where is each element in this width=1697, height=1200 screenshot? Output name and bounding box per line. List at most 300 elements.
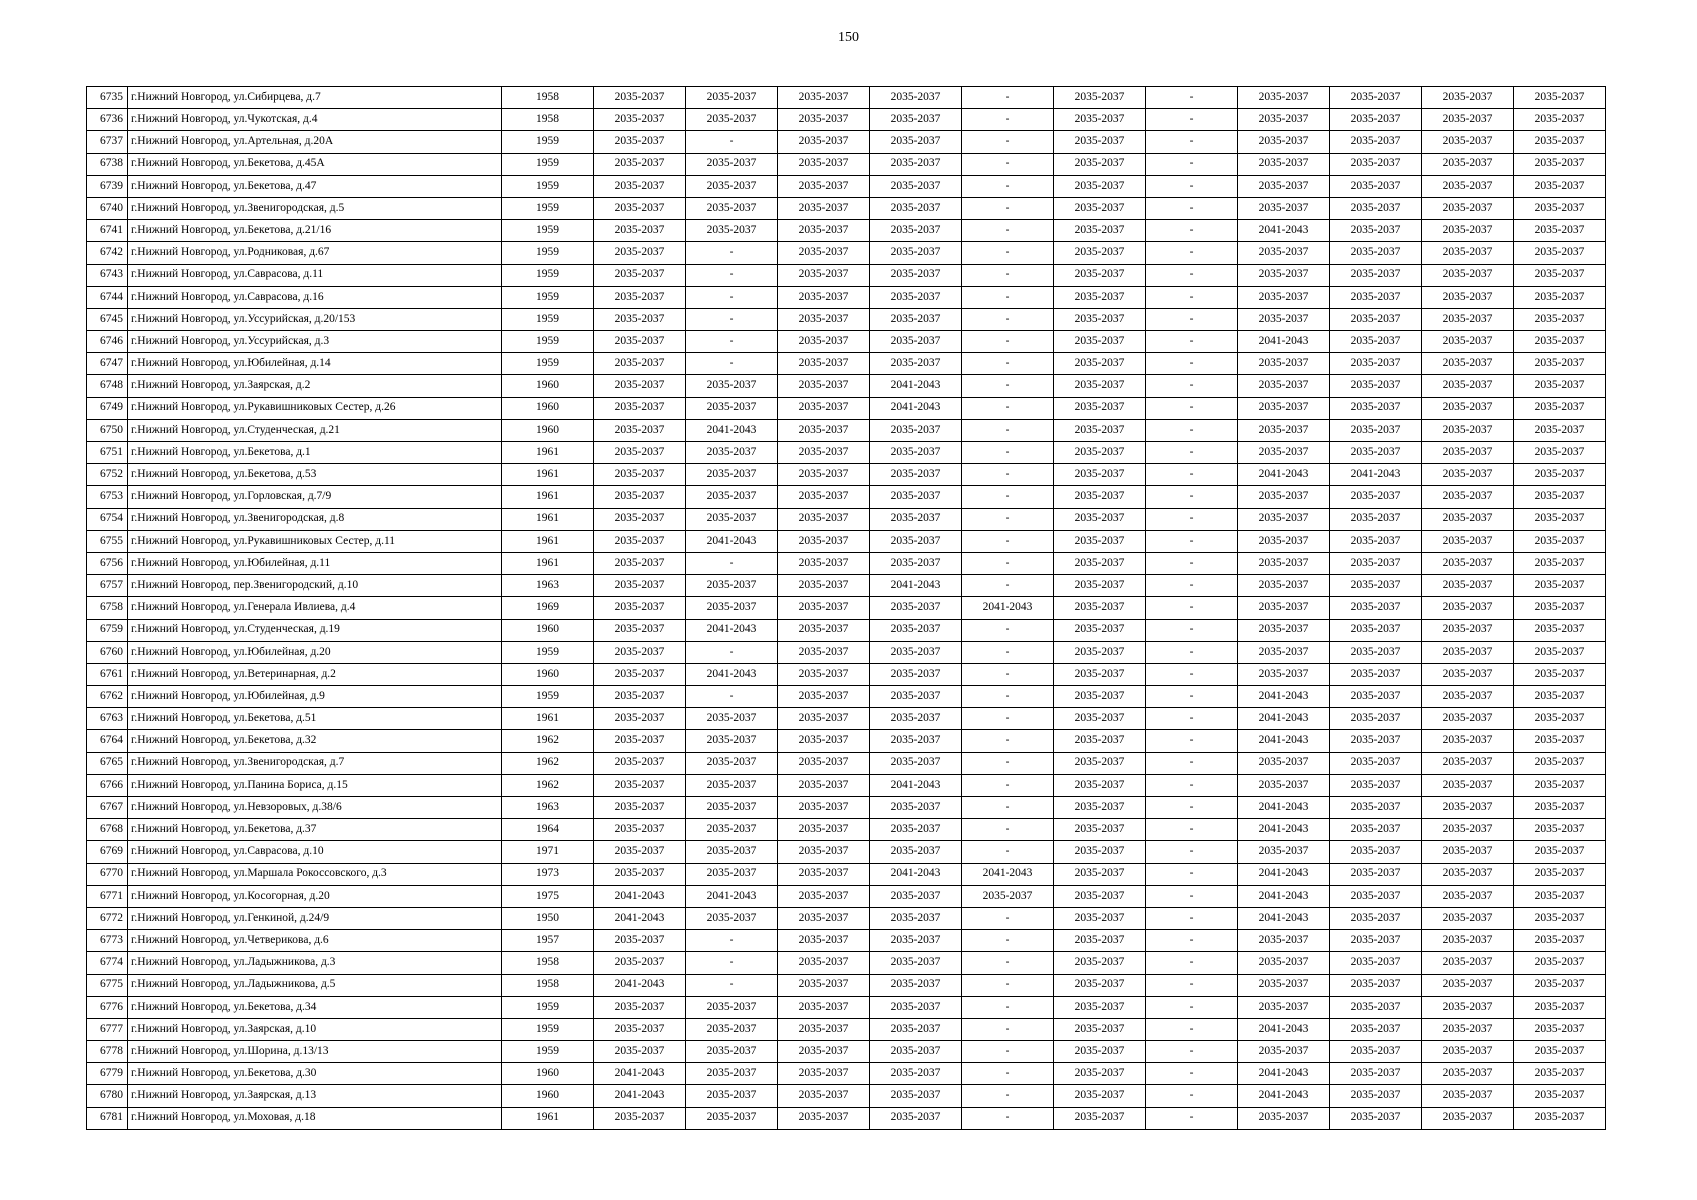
cell-period: 2035-2037	[1514, 952, 1606, 974]
cell-period: 2035-2037	[1330, 752, 1422, 774]
cell-year: 1958	[502, 952, 594, 974]
cell-period: -	[962, 286, 1054, 308]
cell-period: 2035-2037	[778, 530, 870, 552]
cell-period: 2035-2037	[1330, 974, 1422, 996]
cell-address: г.Нижний Новгород, ул.Звенигородская, д.8	[128, 508, 502, 530]
cell-period: -	[1146, 242, 1238, 264]
cell-period: -	[1146, 819, 1238, 841]
cell-period: -	[962, 552, 1054, 574]
cell-period: 2035-2037	[1514, 552, 1606, 574]
cell-row-number: 6771	[87, 885, 128, 907]
cell-period: 2035-2037	[1422, 220, 1514, 242]
cell-period: 2035-2037	[870, 87, 962, 109]
cell-row-number: 6745	[87, 308, 128, 330]
cell-period: 2035-2037	[1238, 508, 1330, 530]
cell-period: 2035-2037	[1422, 419, 1514, 441]
cell-row-number: 6768	[87, 819, 128, 841]
cell-year: 1964	[502, 819, 594, 841]
table-row	[87, 708, 1606, 730]
cell-period: 2035-2037	[1422, 752, 1514, 774]
table-row	[87, 597, 1606, 619]
cell-period: 2035-2037	[1238, 286, 1330, 308]
cell-period: 2035-2037	[1330, 1018, 1422, 1040]
cell-period: 2035-2037	[1238, 131, 1330, 153]
cell-address: г.Нижний Новгород, пер.Звенигородский, д.10	[128, 575, 502, 597]
cell-period: 2035-2037	[1054, 419, 1146, 441]
cell-period: -	[962, 87, 1054, 109]
cell-period: 2035-2037	[870, 175, 962, 197]
cell-period: -	[1146, 486, 1238, 508]
table-row	[87, 1018, 1606, 1040]
cell-period: 2035-2037	[1330, 597, 1422, 619]
cell-period: 2035-2037	[1514, 686, 1606, 708]
cell-period: 2035-2037	[1422, 353, 1514, 375]
cell-period: 2035-2037	[1330, 308, 1422, 330]
cell-period: 2035-2037	[1054, 175, 1146, 197]
cell-period: 2035-2037	[1514, 331, 1606, 353]
cell-period: 2035-2037	[1422, 442, 1514, 464]
cell-period: 2035-2037	[1054, 153, 1146, 175]
cell-period: -	[1146, 885, 1238, 907]
cell-period: 2035-2037	[870, 907, 962, 929]
cell-period: 2035-2037	[686, 597, 778, 619]
cell-period: 2035-2037	[1514, 286, 1606, 308]
cell-period: 2035-2037	[1054, 575, 1146, 597]
cell-period: 2035-2037	[594, 597, 686, 619]
cell-period: -	[1146, 175, 1238, 197]
cell-period: -	[686, 131, 778, 153]
cell-period: 2035-2037	[778, 996, 870, 1018]
cell-period: 2035-2037	[594, 508, 686, 530]
cell-period: 2035-2037	[1330, 863, 1422, 885]
cell-row-number: 6766	[87, 774, 128, 796]
cell-row-number: 6757	[87, 575, 128, 597]
cell-period: 2035-2037	[870, 663, 962, 685]
cell-period: -	[962, 1063, 1054, 1085]
cell-row-number: 6773	[87, 930, 128, 952]
cell-row-number: 6778	[87, 1041, 128, 1063]
cell-period: 2035-2037	[1514, 1107, 1606, 1129]
cell-period: 2035-2037	[1054, 885, 1146, 907]
cell-address: г.Нижний Новгород, ул.Студенческая, д.19	[128, 619, 502, 641]
cell-period: 2035-2037	[1054, 952, 1146, 974]
cell-period: 2035-2037	[1330, 708, 1422, 730]
cell-row-number: 6739	[87, 175, 128, 197]
cell-row-number: 6776	[87, 996, 128, 1018]
cell-period: 2035-2037	[778, 974, 870, 996]
cell-period: 2035-2037	[1238, 552, 1330, 574]
cell-period: 2035-2037	[778, 242, 870, 264]
cell-period: -	[962, 220, 1054, 242]
cell-period: 2035-2037	[1514, 597, 1606, 619]
cell-period: 2035-2037	[594, 153, 686, 175]
cell-period: 2035-2037	[1054, 242, 1146, 264]
cell-period: 2035-2037	[594, 1041, 686, 1063]
cell-period: 2035-2037	[1238, 109, 1330, 131]
cell-row-number: 6750	[87, 419, 128, 441]
cell-period: 2041-2043	[870, 397, 962, 419]
cell-period: -	[962, 619, 1054, 641]
cell-period: 2035-2037	[1514, 996, 1606, 1018]
cell-period: 2035-2037	[778, 708, 870, 730]
cell-period: 2035-2037	[1238, 308, 1330, 330]
cell-period: 2035-2037	[1054, 641, 1146, 663]
cell-period: 2035-2037	[1514, 508, 1606, 530]
cell-year: 1960	[502, 375, 594, 397]
cell-period: 2035-2037	[594, 175, 686, 197]
cell-period: 2035-2037	[778, 1018, 870, 1040]
cell-period: 2035-2037	[686, 1063, 778, 1085]
cell-period: -	[962, 907, 1054, 929]
cell-period: 2035-2037	[686, 907, 778, 929]
cell-period: 2035-2037	[1330, 1085, 1422, 1107]
cell-period: 2035-2037	[1054, 1041, 1146, 1063]
cell-period: 2035-2037	[1238, 353, 1330, 375]
cell-period: 2035-2037	[1514, 907, 1606, 929]
cell-period: 2035-2037	[1422, 708, 1514, 730]
cell-period: 2035-2037	[870, 619, 962, 641]
cell-period: -	[962, 730, 1054, 752]
cell-period: 2041-2043	[594, 885, 686, 907]
cell-period: 2035-2037	[1422, 87, 1514, 109]
cell-period: -	[686, 308, 778, 330]
cell-period: 2035-2037	[594, 87, 686, 109]
cell-period: 2035-2037	[1422, 1041, 1514, 1063]
cell-period: 2035-2037	[1238, 575, 1330, 597]
table-row	[87, 131, 1606, 153]
table-row	[87, 952, 1606, 974]
cell-period: 2035-2037	[1054, 597, 1146, 619]
cell-period: 2035-2037	[1330, 819, 1422, 841]
cell-period: 2035-2037	[870, 930, 962, 952]
cell-period: 2035-2037	[1514, 1063, 1606, 1085]
cell-address: г.Нижний Новгород, ул.Юбилейная, д.11	[128, 552, 502, 574]
cell-period: 2035-2037	[686, 397, 778, 419]
cell-period: 2035-2037	[1514, 242, 1606, 264]
cell-period: 2035-2037	[870, 220, 962, 242]
cell-period: 2041-2043	[686, 619, 778, 641]
cell-period: 2035-2037	[778, 686, 870, 708]
cell-period: 2035-2037	[778, 1041, 870, 1063]
cell-address: г.Нижний Новгород, ул.Панина Бориса, д.15	[128, 774, 502, 796]
cell-row-number: 6781	[87, 1107, 128, 1129]
cell-period: 2035-2037	[1238, 175, 1330, 197]
cell-period: 2035-2037	[1330, 87, 1422, 109]
cell-year: 1959	[502, 197, 594, 219]
cell-period: 2035-2037	[1514, 1085, 1606, 1107]
cell-period: 2041-2043	[594, 1063, 686, 1085]
cell-year: 1961	[502, 708, 594, 730]
cell-year: 1959	[502, 1018, 594, 1040]
cell-period: 2035-2037	[778, 397, 870, 419]
cell-period: 2035-2037	[1422, 641, 1514, 663]
cell-period: 2035-2037	[594, 619, 686, 641]
cell-period: 2035-2037	[594, 730, 686, 752]
cell-period: 2035-2037	[870, 286, 962, 308]
cell-period: -	[1146, 907, 1238, 929]
cell-period: -	[962, 530, 1054, 552]
cell-period: -	[1146, 1085, 1238, 1107]
cell-year: 1959	[502, 242, 594, 264]
cell-period: 2035-2037	[1238, 641, 1330, 663]
table-row	[87, 575, 1606, 597]
cell-period: 2035-2037	[870, 530, 962, 552]
cell-period: 2035-2037	[1330, 442, 1422, 464]
cell-period: 2035-2037	[1330, 930, 1422, 952]
cell-period: 2035-2037	[778, 419, 870, 441]
cell-period: 2035-2037	[594, 353, 686, 375]
cell-address: г.Нижний Новгород, ул.Генерала Ивлиева, д.4	[128, 597, 502, 619]
cell-period: 2035-2037	[1422, 575, 1514, 597]
cell-period: 2035-2037	[1330, 175, 1422, 197]
cell-period: -	[686, 641, 778, 663]
cell-period: 2041-2043	[594, 907, 686, 929]
cell-period: 2035-2037	[870, 885, 962, 907]
cell-period: 2035-2037	[778, 153, 870, 175]
cell-period: 2041-2043	[1238, 1085, 1330, 1107]
cell-period: -	[686, 353, 778, 375]
cell-row-number: 6749	[87, 397, 128, 419]
cell-period: 2035-2037	[778, 1107, 870, 1129]
cell-period: 2041-2043	[1238, 464, 1330, 486]
cell-period: -	[1146, 1107, 1238, 1129]
cell-period: 2035-2037	[686, 175, 778, 197]
cell-period: 2035-2037	[1330, 885, 1422, 907]
cell-period: 2035-2037	[1238, 442, 1330, 464]
cell-period: 2035-2037	[1514, 464, 1606, 486]
cell-period: -	[1146, 930, 1238, 952]
cell-period: 2035-2037	[686, 819, 778, 841]
cell-period: 2035-2037	[594, 419, 686, 441]
cell-period: 2035-2037	[686, 486, 778, 508]
cell-period: 2035-2037	[1054, 397, 1146, 419]
cell-period: 2035-2037	[1238, 952, 1330, 974]
cell-period: 2035-2037	[1054, 996, 1146, 1018]
cell-period: -	[1146, 686, 1238, 708]
cell-period: 2035-2037	[778, 774, 870, 796]
table-row	[87, 686, 1606, 708]
cell-period: 2035-2037	[1422, 952, 1514, 974]
cell-period: 2035-2037	[870, 708, 962, 730]
cell-period: 2041-2043	[1238, 730, 1330, 752]
cell-period: 2035-2037	[686, 1107, 778, 1129]
cell-year: 1959	[502, 353, 594, 375]
cell-address: г.Нижний Новгород, ул.Саврасова, д.16	[128, 286, 502, 308]
cell-period: -	[962, 1107, 1054, 1129]
cell-address: г.Нижний Новгород, ул.Маршала Рокоссовского, д.3	[128, 863, 502, 885]
cell-period: 2041-2043	[1238, 331, 1330, 353]
cell-period: 2035-2037	[778, 175, 870, 197]
cell-address: г.Нижний Новгород, ул.Бекетова, д.1	[128, 442, 502, 464]
cell-period: -	[1146, 663, 1238, 685]
cell-period: 2035-2037	[778, 907, 870, 929]
table-row	[87, 752, 1606, 774]
cell-period: -	[962, 464, 1054, 486]
cell-period: -	[1146, 331, 1238, 353]
cell-period: 2041-2043	[1238, 797, 1330, 819]
cell-period: 2035-2037	[686, 464, 778, 486]
table-row	[87, 175, 1606, 197]
cell-period: -	[1146, 220, 1238, 242]
cell-row-number: 6747	[87, 353, 128, 375]
cell-period: 2035-2037	[1054, 1018, 1146, 1040]
cell-period: 2035-2037	[686, 109, 778, 131]
cell-period: 2035-2037	[594, 930, 686, 952]
table-body	[87, 87, 1606, 1130]
cell-period: 2035-2037	[1054, 486, 1146, 508]
cell-period: 2035-2037	[1514, 353, 1606, 375]
cell-period: 2035-2037	[1422, 774, 1514, 796]
cell-period: 2035-2037	[1054, 87, 1146, 109]
cell-period: 2035-2037	[686, 153, 778, 175]
cell-period: 2035-2037	[1422, 863, 1514, 885]
cell-period: -	[686, 930, 778, 952]
cell-row-number: 6752	[87, 464, 128, 486]
cell-period: 2035-2037	[1330, 686, 1422, 708]
cell-address: г.Нижний Новгород, ул.Моховая, д.18	[128, 1107, 502, 1129]
cell-period: 2035-2037	[1422, 885, 1514, 907]
cell-period: 2035-2037	[1514, 1041, 1606, 1063]
cell-period: 2035-2037	[1238, 996, 1330, 1018]
cell-period: -	[962, 996, 1054, 1018]
cell-period: 2035-2037	[1514, 930, 1606, 952]
cell-period: 2035-2037	[594, 841, 686, 863]
cell-period: 2035-2037	[1514, 797, 1606, 819]
cell-period: 2035-2037	[1238, 486, 1330, 508]
table-row	[87, 774, 1606, 796]
table-row	[87, 552, 1606, 574]
table-row	[87, 1041, 1606, 1063]
cell-period: 2035-2037	[778, 486, 870, 508]
cell-period: -	[962, 442, 1054, 464]
cell-period: 2035-2037	[686, 996, 778, 1018]
cell-year: 1959	[502, 641, 594, 663]
cell-period: -	[1146, 1018, 1238, 1040]
cell-period: 2035-2037	[870, 1041, 962, 1063]
cell-year: 1960	[502, 1063, 594, 1085]
table-row	[87, 885, 1606, 907]
cell-year: 1959	[502, 175, 594, 197]
cell-period: 2035-2037	[1514, 641, 1606, 663]
cell-period: 2035-2037	[1054, 619, 1146, 641]
cell-period: 2041-2043	[962, 863, 1054, 885]
table-row	[87, 442, 1606, 464]
table-row	[87, 242, 1606, 264]
cell-period: 2041-2043	[1238, 686, 1330, 708]
cell-period: 2035-2037	[778, 286, 870, 308]
cell-period: 2035-2037	[1238, 663, 1330, 685]
cell-period: 2035-2037	[594, 464, 686, 486]
cell-period: 2041-2043	[1238, 885, 1330, 907]
cell-period: -	[962, 197, 1054, 219]
cell-row-number: 6763	[87, 708, 128, 730]
cell-year: 1961	[502, 552, 594, 574]
cell-period: 2035-2037	[1330, 774, 1422, 796]
table-row	[87, 197, 1606, 219]
cell-year: 1958	[502, 87, 594, 109]
cell-period: 2041-2043	[870, 774, 962, 796]
cell-year: 1958	[502, 974, 594, 996]
cell-period: 2035-2037	[594, 442, 686, 464]
cell-period: 2035-2037	[1422, 797, 1514, 819]
cell-period: 2035-2037	[1330, 530, 1422, 552]
cell-period: -	[1146, 575, 1238, 597]
table-row	[87, 486, 1606, 508]
cell-period: 2035-2037	[778, 1085, 870, 1107]
cell-year: 1959	[502, 996, 594, 1018]
cell-address: г.Нижний Новгород, ул.Заярская, д.10	[128, 1018, 502, 1040]
cell-year: 1950	[502, 907, 594, 929]
cell-period: 2035-2037	[594, 375, 686, 397]
cell-row-number: 6755	[87, 530, 128, 552]
cell-period: 2035-2037	[1054, 752, 1146, 774]
table-row	[87, 397, 1606, 419]
cell-period: 2035-2037	[1238, 974, 1330, 996]
cell-row-number: 6777	[87, 1018, 128, 1040]
cell-period: 2035-2037	[1514, 663, 1606, 685]
cell-year: 1973	[502, 863, 594, 885]
cell-year: 1959	[502, 331, 594, 353]
cell-period: -	[962, 397, 1054, 419]
cell-period: 2035-2037	[686, 197, 778, 219]
cell-period: 2041-2043	[870, 575, 962, 597]
cell-period: 2035-2037	[1514, 486, 1606, 508]
cell-period: 2035-2037	[870, 797, 962, 819]
cell-period: 2035-2037	[1330, 730, 1422, 752]
table-row	[87, 863, 1606, 885]
cell-period: -	[1146, 464, 1238, 486]
cell-period: -	[1146, 641, 1238, 663]
cell-period: 2035-2037	[1514, 841, 1606, 863]
cell-period: 2035-2037	[1054, 797, 1146, 819]
cell-period: 2035-2037	[686, 730, 778, 752]
cell-period: 2035-2037	[686, 508, 778, 530]
cell-row-number: 6780	[87, 1085, 128, 1107]
cell-period: 2035-2037	[1330, 153, 1422, 175]
cell-year: 1969	[502, 597, 594, 619]
cell-year: 1961	[502, 508, 594, 530]
cell-address: г.Нижний Новгород, ул.Саврасова, д.11	[128, 264, 502, 286]
cell-period: 2035-2037	[686, 774, 778, 796]
cell-row-number: 6751	[87, 442, 128, 464]
cell-period: 2035-2037	[778, 442, 870, 464]
table-row	[87, 930, 1606, 952]
table-row	[87, 87, 1606, 109]
cell-period: 2035-2037	[1330, 419, 1422, 441]
cell-period: -	[962, 841, 1054, 863]
cell-period: 2035-2037	[594, 1107, 686, 1129]
cell-period: 2035-2037	[594, 486, 686, 508]
cell-period: 2035-2037	[778, 375, 870, 397]
table-row	[87, 464, 1606, 486]
cell-period: -	[962, 774, 1054, 796]
cell-row-number: 6742	[87, 242, 128, 264]
cell-year: 1959	[502, 153, 594, 175]
cell-year: 1971	[502, 841, 594, 863]
cell-period: 2035-2037	[870, 331, 962, 353]
cell-period: 2035-2037	[1514, 730, 1606, 752]
cell-period: -	[1146, 442, 1238, 464]
cell-period: 2035-2037	[1054, 663, 1146, 685]
cell-row-number: 6740	[87, 197, 128, 219]
cell-year: 1962	[502, 774, 594, 796]
cell-period: 2035-2037	[594, 774, 686, 796]
cell-period: -	[962, 486, 1054, 508]
cell-address: г.Нижний Новгород, ул.Чукотская, д.4	[128, 109, 502, 131]
cell-period: 2035-2037	[1422, 686, 1514, 708]
cell-period: 2035-2037	[1514, 774, 1606, 796]
cell-row-number: 6761	[87, 663, 128, 685]
